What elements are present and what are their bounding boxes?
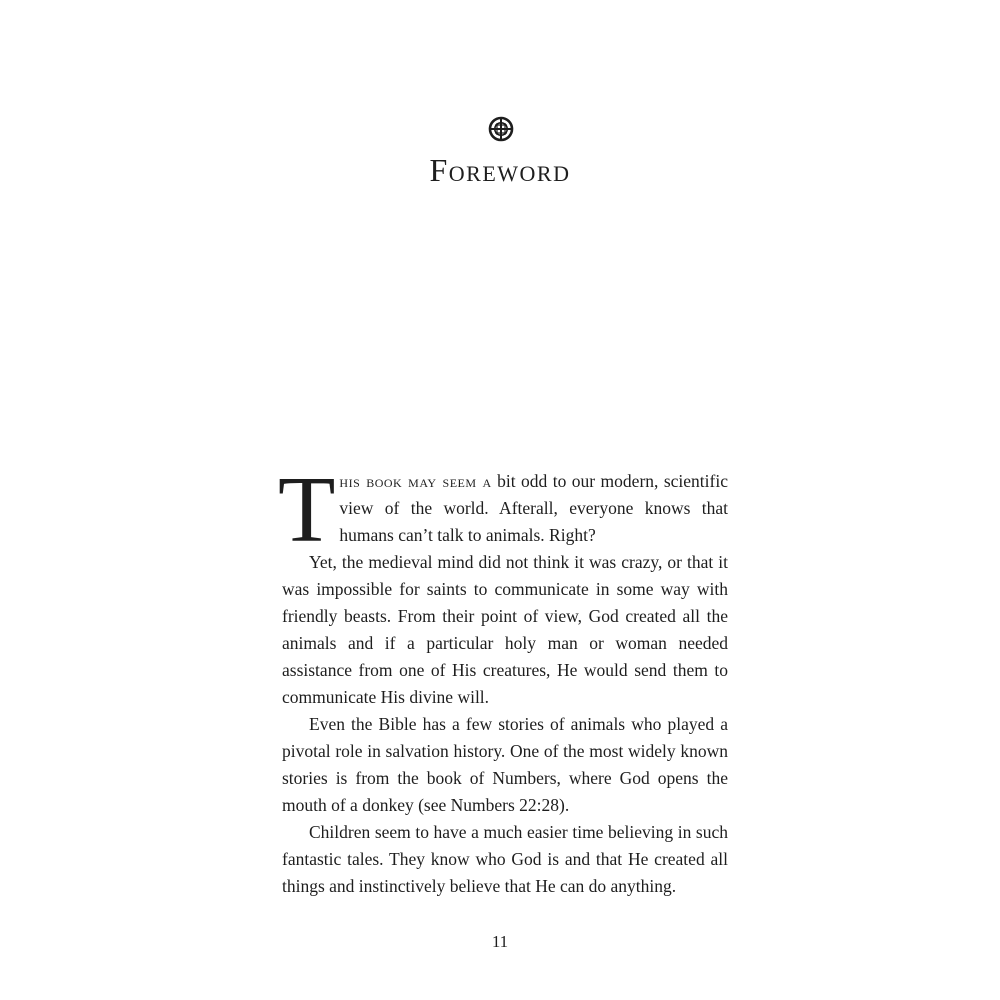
lead-in-small-caps: his book may seem a — [339, 471, 492, 491]
page-number: 11 — [491, 932, 509, 951]
paragraph-1-text: bit odd to our modern, scientific view of the world. Afterall, everyone knows that humans can’t talk to animals. Right? — [339, 471, 728, 545]
drop-cap: T — [278, 458, 336, 562]
paragraph-1 — [278, 458, 728, 562]
paragraph-3: Even the Bible has a few stories of animals who played a pivotal role in salvation history. One of the most widely known stories is from the book of Numbers, where God opens the mouth of a donkey (see Numbers 22:28). — [282, 714, 728, 815]
paragraph-4: Children seem to have a much easier time believing in such fantastic tales. They know who God is and that He created all things and instinctively believe that He can do anything. — [282, 822, 728, 896]
celtic-cross-knot-icon — [488, 116, 514, 142]
paragraph-2: Yet, the medieval mind did not think it was crazy, or that it was impossible for saints to communicate in some way with friendly beasts. From their point of view, God created all the animals and if a particular holy man or woman needed assistance from one of His creatures, He would send them to communicate His divine will. — [282, 552, 728, 707]
chapter-title: Foreword — [429, 152, 571, 188]
body-text — [278, 458, 728, 900]
